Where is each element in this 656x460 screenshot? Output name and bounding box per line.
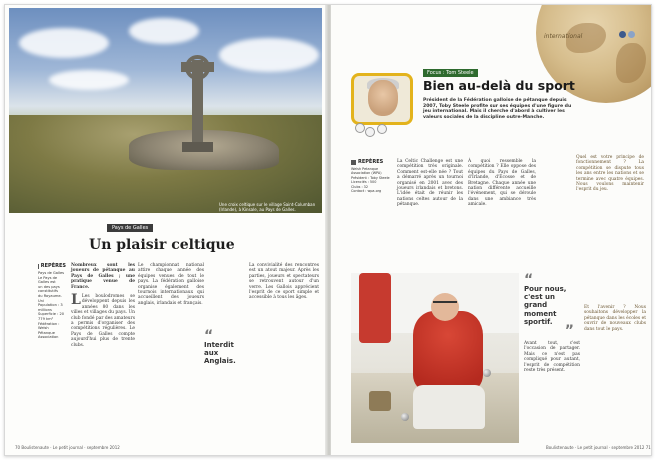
dot-icon bbox=[628, 31, 635, 38]
repere-line: Association (WPA) bbox=[351, 171, 382, 176]
repere-title: REPÈRES bbox=[40, 263, 66, 269]
article-column: À quoi ressemble la compétition ? Elle oppose des équipes du Pays de Galles, d'Irlande, d'Écosse et de Bretagne. Chaque année une nation différente accueille l'événement, qui se déroule dans une ambiance très amicale. bbox=[468, 159, 536, 208]
right-page bbox=[331, 5, 651, 455]
photo-caption: Une croix celtique sur le village Saint-Columban (Irlande), à Kinsale, au Pays de Galles. bbox=[219, 202, 316, 212]
magazine-spread bbox=[4, 4, 652, 456]
square-icon bbox=[38, 264, 39, 269]
boule-icon bbox=[355, 123, 365, 133]
section-tag: Pays de Galles bbox=[107, 224, 153, 232]
article-column: La convivialité des rencontres est un atout majeur. Après les parties, joueurs et spectateurs se retrouvent autour d'un verre. Les Gallois apprécient l'esprit de ce sport simple et accessible à tous les âges. bbox=[249, 263, 319, 301]
repere-line: Licenciés : 500 bbox=[351, 180, 377, 185]
repere-line: Président : Toby Steele bbox=[351, 175, 390, 180]
left-page bbox=[5, 5, 327, 455]
repere-line: Contact : wpa.org bbox=[351, 189, 382, 194]
section-header: international bbox=[544, 33, 583, 40]
article-intro: Nombreux sont les joueurs de pétanque au Pays de Galles ; une pratique venue de France. bbox=[71, 263, 135, 290]
repere-line: Superficie : 20 779 km² bbox=[38, 312, 65, 321]
repere-line: Welsh Petanque bbox=[351, 167, 379, 171]
repere-box bbox=[38, 263, 66, 340]
article-column: La Celtic Challenge est une compétition très originale. Comment est-elle née ? Tout a démarré après un tournoi organisé en 2001 avec des joueurs irlandais et bretons. L'idée était de réunir les nations celtes autour de la pétanque. bbox=[397, 159, 463, 208]
focus-tag: Focus : Tom Steele bbox=[423, 69, 478, 77]
petanque-player-photo bbox=[351, 273, 519, 443]
boule-icon bbox=[483, 369, 491, 377]
repere-line: Pays de Galles bbox=[38, 271, 65, 275]
pull-quote: “ Interdit aux Anglais. bbox=[204, 331, 248, 365]
article-standfirst: Président de la Fédération galloise de pétanque depuis 2007, Toby Steele profite sur ses équipes d'une figure du jeu international. Mais il cherche d'abord à cultiver les valeurs sociales de la discipline outre-Manche. bbox=[423, 98, 572, 120]
quote-icon: ” bbox=[564, 323, 574, 340]
boule-icon bbox=[365, 127, 375, 137]
article-column bbox=[71, 263, 135, 348]
portrait-face bbox=[368, 80, 398, 116]
quote-icon: “ bbox=[524, 272, 534, 288]
page-folio: 70 Boulistenaute · Le petit journal · septembre 2012 bbox=[15, 445, 120, 450]
sidebar-column: Quel est votre principe de fonctionnement ? La compétition se dispute tous les ans entre les nations et se termine avec quatre équipes. Nous voulons maintenir l'esprit du jeu. bbox=[576, 155, 644, 193]
repere-line: Pétanque Association bbox=[38, 330, 59, 340]
player-figure bbox=[413, 311, 483, 391]
page-folio: Boulistenaute · Le petit journal · septembre 2012 71 bbox=[546, 445, 651, 450]
boule-icon bbox=[377, 124, 387, 134]
repere-line: Fédération : Welsh bbox=[38, 321, 60, 331]
tv-portrait bbox=[351, 73, 413, 125]
celtic-cross-photo bbox=[9, 8, 322, 213]
article-body: L Les boulodromes se développent depuis les années 80 dans les villes et villages du pays. Un club fondé par des amateurs a permis d'organiser des compétitions régulières. Le Pays de Galles compte aujourd'hui plus de trente clubs. bbox=[71, 292, 135, 348]
repere-line: un des pays constitutifs bbox=[38, 284, 60, 294]
dot-icon bbox=[619, 31, 626, 38]
square-icon bbox=[351, 160, 356, 165]
boule-icon bbox=[401, 413, 409, 421]
background-player bbox=[359, 273, 391, 343]
article-title: Un plaisir celtique bbox=[89, 237, 235, 253]
article-column: Avant tout, c'est l'occasion de partager. Mais ce n'est pas compliqué pour autant, l'esprit de compétition reste très présent. bbox=[524, 341, 580, 374]
quote-icon: “ bbox=[204, 328, 214, 344]
repere-box bbox=[351, 159, 393, 193]
pull-quote: “ Pour nous, c'est un grand moment sportif. ” bbox=[524, 272, 574, 340]
article-column: Le championnat national attire chaque année des équipes venues de tout le pays. La fédération galloise organise également des tournois internationaux qui accueillent des joueurs anglais, irlandais et français. bbox=[138, 263, 204, 306]
repere-title: REPÈRES bbox=[358, 159, 384, 165]
repere-line: Clubs : 32 bbox=[351, 184, 368, 189]
article-title: Bien au-delà du sport bbox=[423, 78, 575, 93]
sidebar-column: Et l'avenir ? Nous souhaitons développer la pétanque dans les écoles et ouvrir de nouveaux clubs dans tout le pays. bbox=[584, 305, 646, 332]
repere-line: Population : 3 millions bbox=[38, 303, 63, 312]
repere-line: Le Pays de Galles est bbox=[38, 275, 58, 285]
repere-line: du Royaume-Uni bbox=[38, 293, 62, 303]
